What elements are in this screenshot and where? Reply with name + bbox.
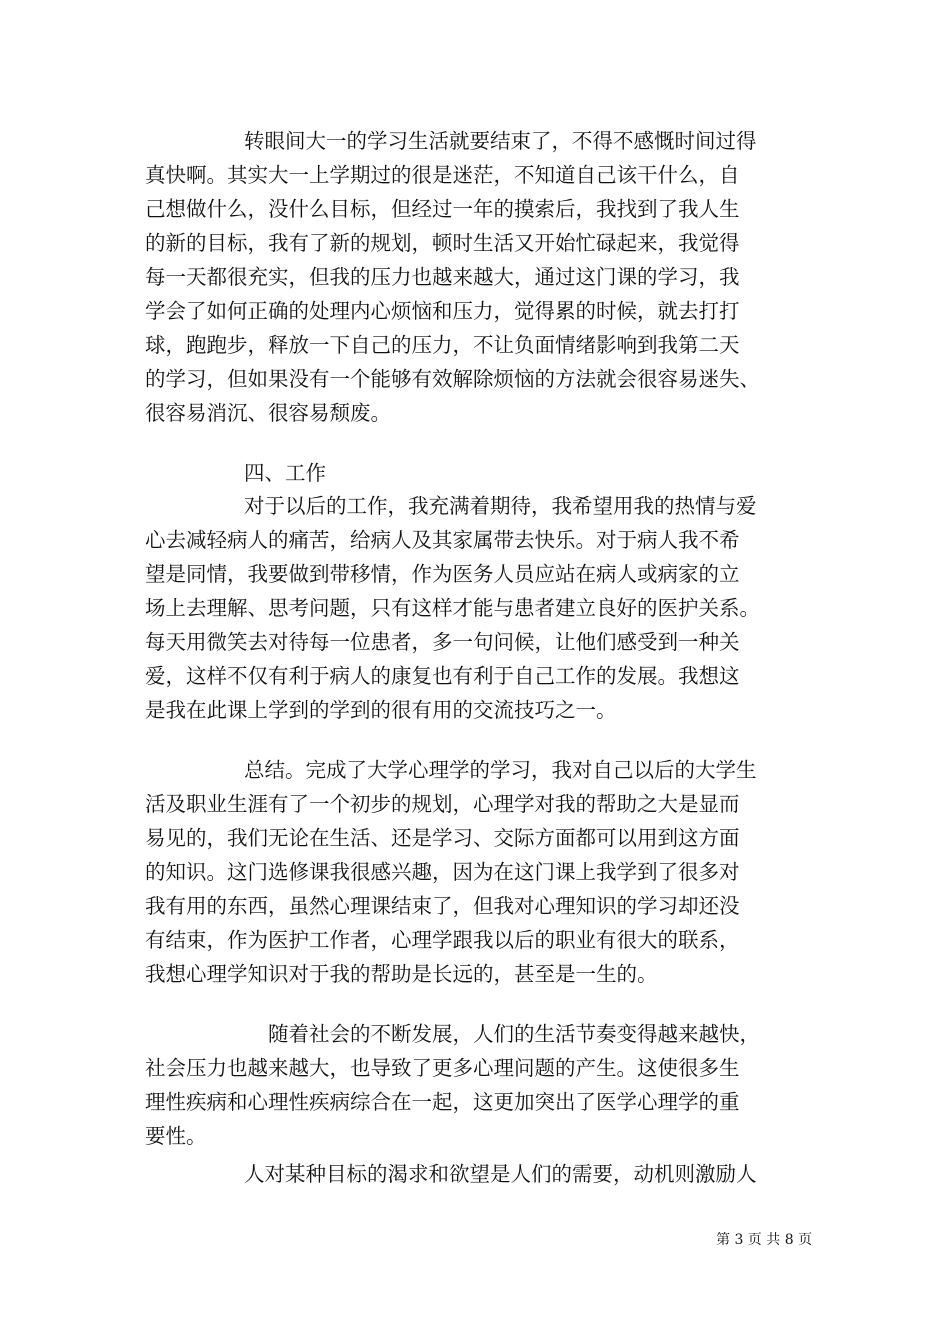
- page-number-footer: 第 3 页 共 8 页: [716, 1232, 813, 1248]
- text-line: 随着社会的不断发展，人们的生活节奏变得越来越快，: [268, 1022, 760, 1046]
- text-line: 的新的目标，我有了新的规划，顿时生活又开始忙碌起来，我觉得: [145, 231, 740, 255]
- section-heading: 四、工作: [244, 461, 326, 485]
- text-line: 转眼间大一的学习生活就要结束了，不得不感慨时间过得: [244, 129, 757, 153]
- text-line: 球，跑跑步，释放一下自己的压力，不让负面情绪影响到我第二天: [145, 333, 740, 357]
- text-line: 要性。: [145, 1124, 207, 1148]
- text-line: 人对某种目标的渴求和欲望是人们的需要，动机则激励人: [244, 1162, 757, 1186]
- text-line: 学会了如何正确的处理内心烦恼和压力，觉得累的时候，就去打打: [145, 299, 740, 323]
- text-line: 我想心理学知识对于我的帮助是长远的，甚至是一生的。: [145, 962, 658, 986]
- text-line: 场上去理解、思考问题，只有这样才能与患者建立良好的医护关系。: [145, 596, 760, 620]
- text-line: 我有用的东西，虽然心理课结束了，但我对心理知识的学习却还没: [145, 894, 740, 918]
- text-line: 每天用微笑去对待每一位患者，多一句问候，让他们感受到一种关: [145, 630, 740, 654]
- text-line: 易见的，我们无论在生活、还是学习、交际方面都可以用到这方面: [145, 826, 740, 850]
- text-line: 的学习，但如果没有一个能够有效解除烦恼的方法就会很容易迷失、: [145, 367, 760, 391]
- text-line: 心去减轻病人的痛苦，给病人及其家属带去快乐。对于病人我不希: [145, 528, 740, 552]
- text-line: 每一天都很充实，但我的压力也越来越大，通过这门课的学习，我: [145, 265, 740, 289]
- text-line: 总结。完成了大学心理学的学习，我对自己以后的大学生: [244, 758, 757, 782]
- text-line: 真快啊。其实大一上学期过的很是迷茫，不知道自己该干什么，自: [145, 163, 740, 187]
- text-line: 很容易消沉、很容易颓废。: [145, 401, 391, 425]
- text-line: 活及职业生涯有了一个初步的规划，心理学对我的帮助之大是显而: [145, 792, 740, 816]
- text-line: 对于以后的工作，我充满着期待，我希望用我的热情与爱: [244, 494, 757, 518]
- text-line: 有结束，作为医护工作者，心理学跟我以后的职业有很大的联系，: [145, 928, 740, 952]
- text-line: 社会压力也越来越大，也导致了更多心理问题的产生。这使很多生: [145, 1056, 740, 1080]
- text-line: 己想做什么，没什么目标，但经过一年的摸索后，我找到了我人生: [145, 197, 740, 221]
- text-line: 望是同情，我要做到带移情，作为医务人员应站在病人或病家的立: [145, 562, 740, 586]
- text-line: 理性疾病和心理性疾病综合在一起，这更加突出了医学心理学的重: [145, 1090, 740, 1114]
- text-line: 的知识。这门选修课我很感兴趣，因为在这门课上我学到了很多对: [145, 860, 740, 884]
- text-line: 是我在此课上学到的学到的很有用的交流技巧之一。: [145, 698, 617, 722]
- text-line: 爱，这样不仅有利于病人的康复也有利于自己工作的发展。我想这: [145, 664, 740, 688]
